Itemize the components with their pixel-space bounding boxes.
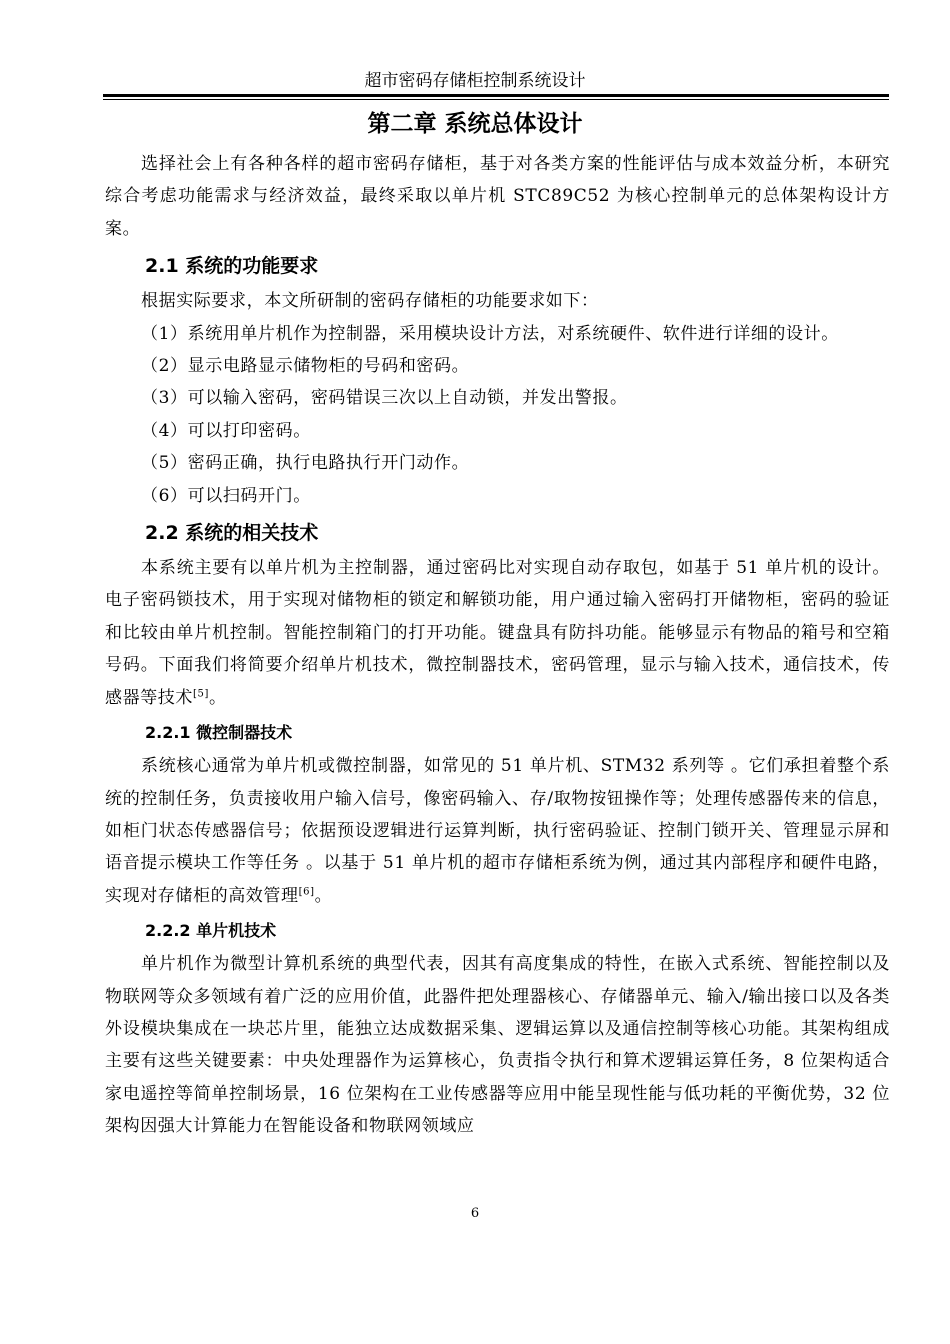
requirement-item: （5）密码正确，执行电路执行开门动作。 (141, 453, 470, 474)
intro-paragraph: 选择社会上有各种各样的超市密码存储柜，基于对各类方案的性能评估与成本效益分析，本研究综合考虑功能需求与经济效益，最终采取以单片机 STC89C52 为核心控制单元的总体架构设计方案。 (105, 154, 890, 239)
page-number: 6 (470, 1206, 480, 1221)
requirement-item: （6）可以扫码开门。 (141, 485, 311, 506)
microcontroller-paragraph (105, 750, 890, 912)
section-heading-2-2-2: 2.2.2 单片机技术 (145, 921, 277, 941)
requirement-item: （1）系统用单片机作为控制器，采用模块设计方法，对系统硬件、软件进行详细的设计。 (141, 323, 839, 344)
mcu-tech-paragraph: 单片机作为微型计算机系统的典型代表，因其有高度集成的特性，在嵌入式系统、智能控制以及物联网等众多领域有着广泛的应用价值，此器件把处理器核心、存储器单元、输入/输出接口以及各类外设模块集成在一块芯片里，能独立达成数据采集、逻辑运算以及通信控制等核心功能。其架构组成主要有这些关键要素：中央处理器作为运算核心，负责指令执行和算术逻辑运算任务，8 位架构适合家电遥控等简单控制场景，16 位架构在工业传感器等应用中能呈现性能与低功耗的平衡优势，32 位架构因强大计算能力在智能设备和物联网领域应 (105, 954, 890, 1137)
section-heading-2-2-1: 2.2.1 微控制器技术 (145, 723, 293, 743)
related-tech-text: 本系统主要有以单片机为主控制器，通过密码比对实现自动存取包，如基于 51 单片机的设计。电子密码锁技术，用于实现对储物柜的锁定和解锁功能，用户通过输入密码打开储物柜，密码的验证和比较由单片机控制。智能控制箱门的打开功能。键盘具有防抖功能。能够显示有物品的箱号和空箱号码。下面我们将简要介绍单片机技术，微控制器技术，密码管理，显示与输入技术，通信技术，传感器等技术 (105, 558, 890, 708)
section-heading-2-1: 2.1 系统的功能要求 (145, 255, 319, 278)
requirement-item: （4）可以打印密码。 (141, 420, 311, 441)
section-heading-2-2: 2.2 系统的相关技术 (145, 522, 319, 545)
chapter-title: 第二章 系统总体设计 (367, 111, 583, 137)
page-body (105, 148, 890, 1143)
running-header: 超市密码存储柜控制系统设计 (364, 71, 586, 91)
microcontroller-end: 。 (314, 885, 333, 906)
microcontroller-text: 系统核心通常为单片机或微控制器，如常见的 51 单片机、STM32 系列等 。它们承担着整个系统的控制任务，负责接收用户输入信号，像密码输入、存/取物按钮操作等；处理传感器传来的信息，如柜门状态传感器信号；依据预设逻辑进行运算判断，执行密码验证、控制门锁开关、管理显示屏和语音提示模块工作等任务 。以基于 51 单片机的超市存储柜系统为例，通过其内部程序和硬件电路，实现对存储柜的高效管理 (105, 756, 890, 906)
citation-5: [5] (193, 688, 209, 700)
requirement-item: （3）可以输入密码，密码错误三次以上自动锁，并发出警报。 (141, 388, 628, 409)
header-rule-thick (103, 94, 889, 97)
requirement-item: （2）显示电路显示储物柜的号码和密码。 (141, 356, 470, 377)
citation-6: [6] (298, 886, 315, 898)
requirements-lead: 根据实际要求，本文所研制的密码存储柜的功能要求如下： (141, 291, 599, 312)
header-rule-thin (103, 99, 889, 100)
related-tech-end: 。 (208, 687, 227, 708)
related-tech-paragraph (105, 552, 890, 714)
